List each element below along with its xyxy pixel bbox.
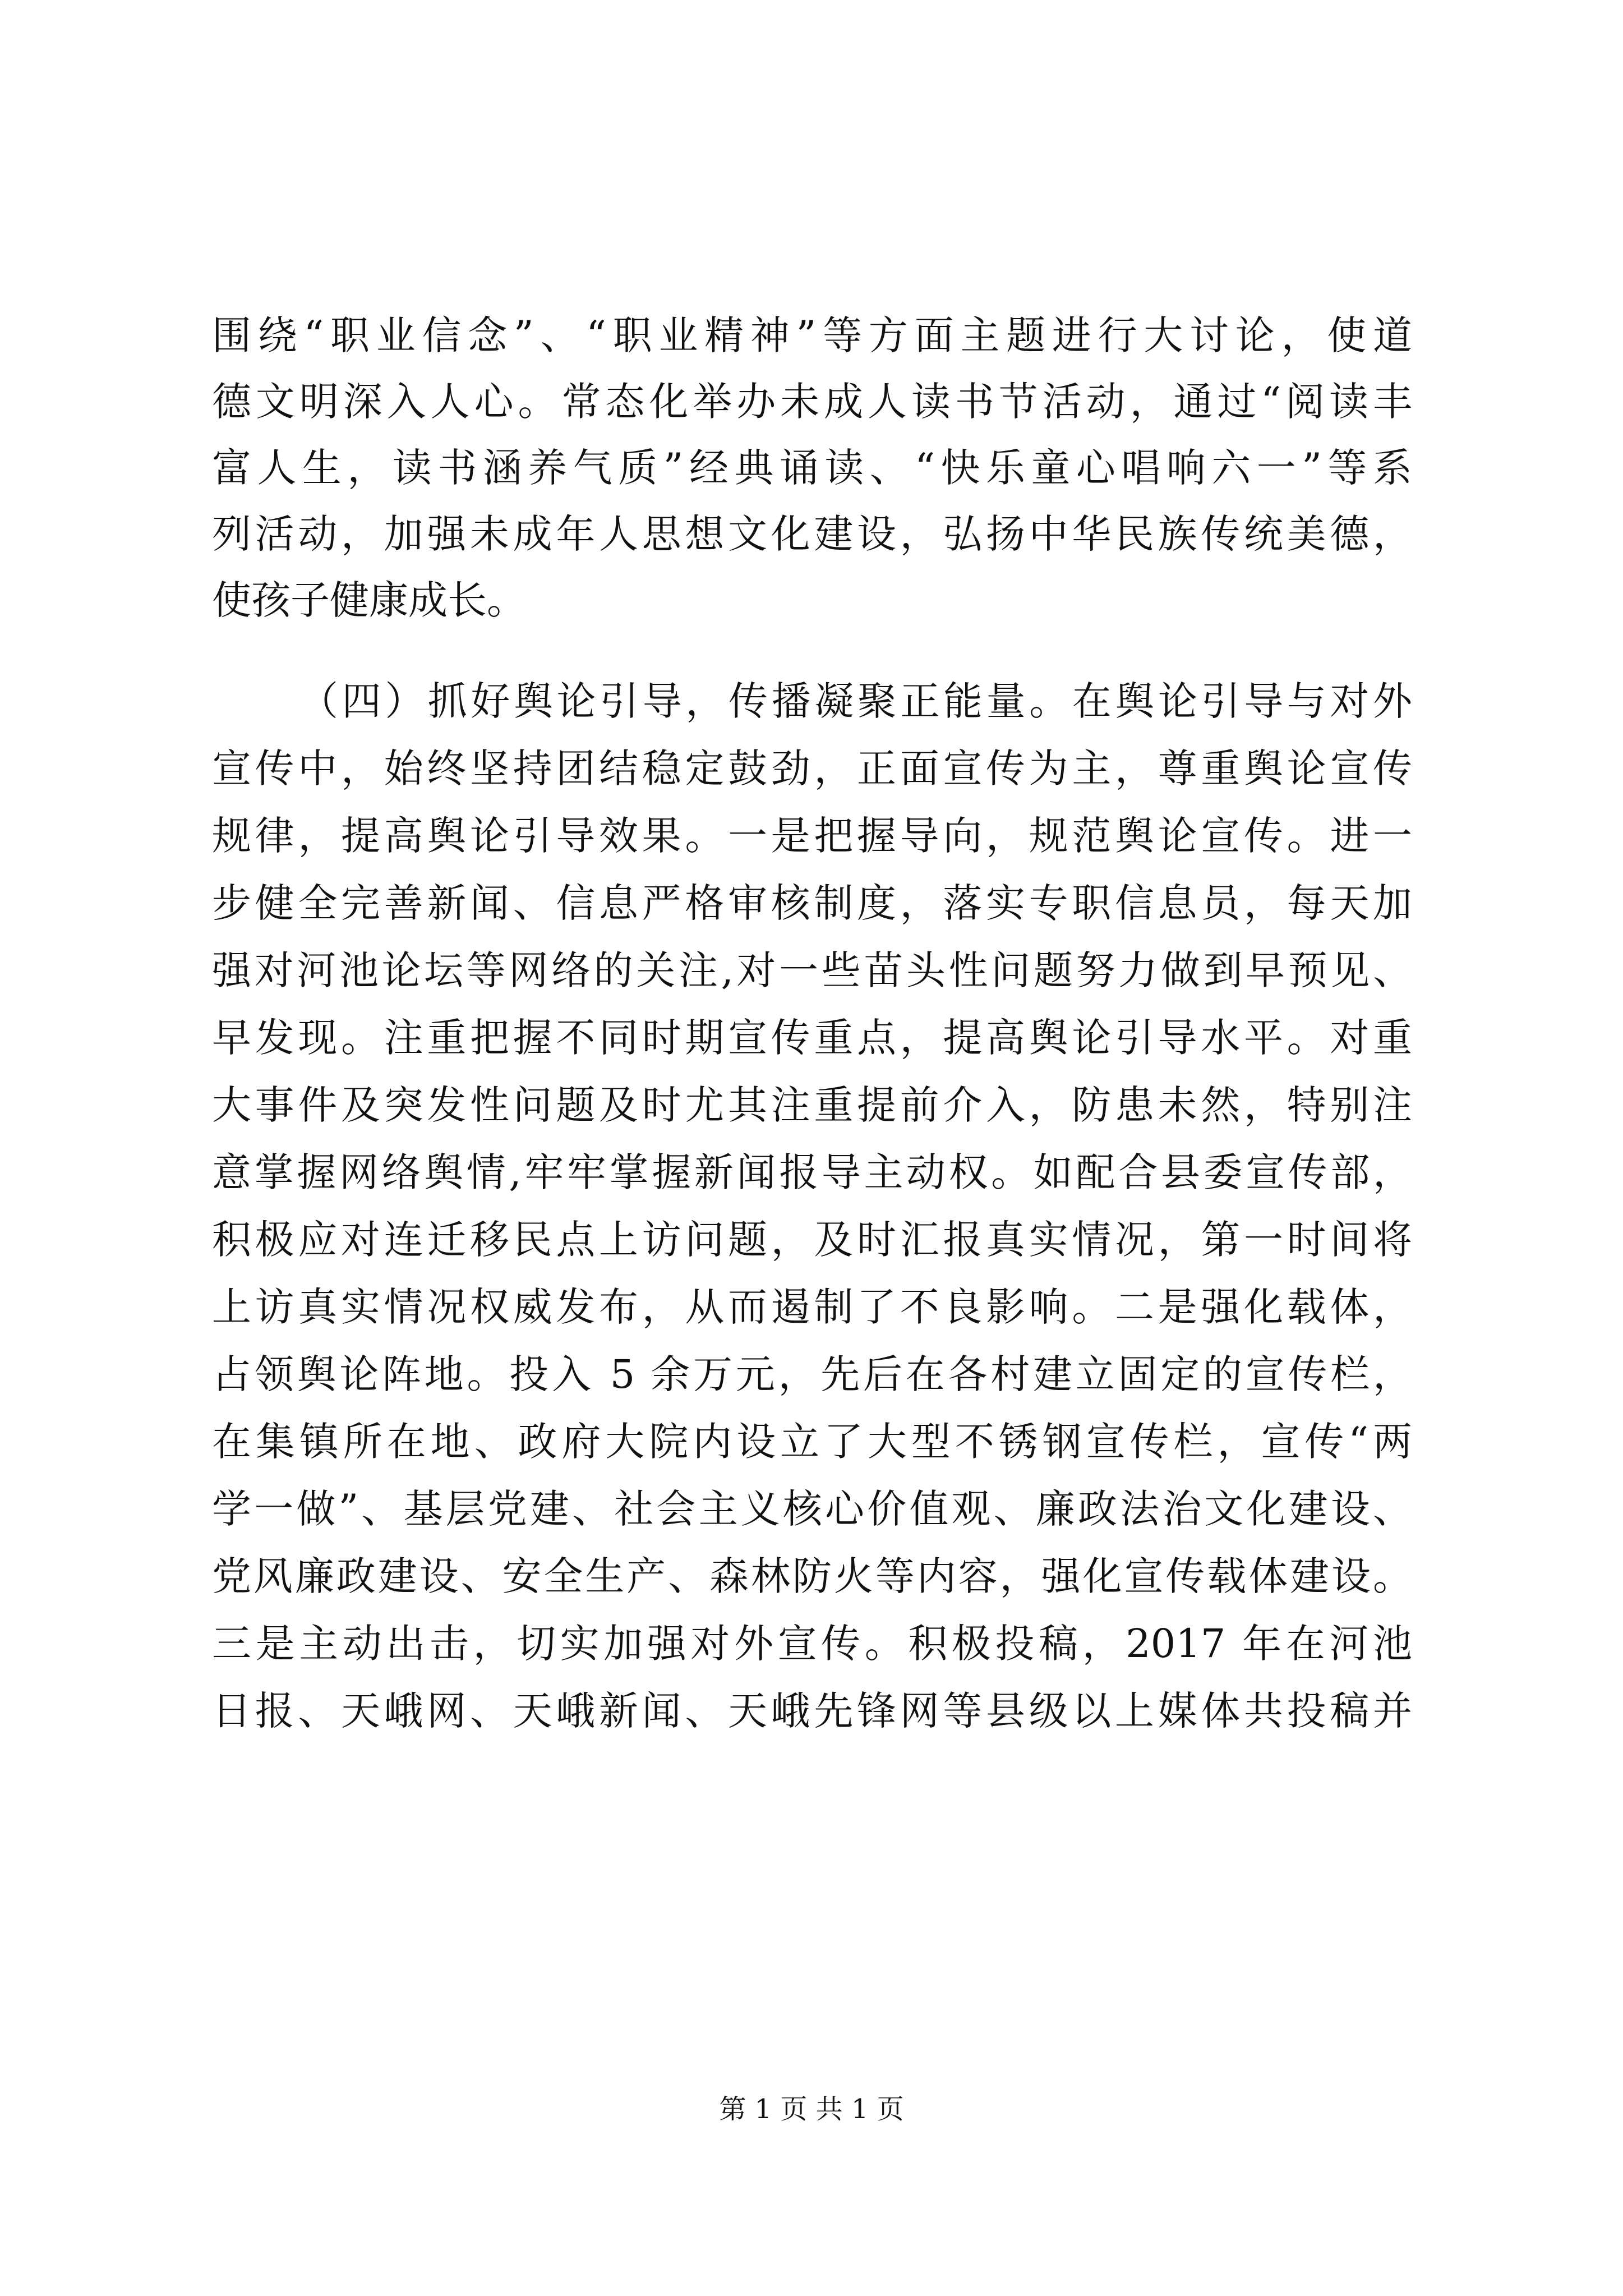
paragraph-first-line: （四）抓好舆论引导，传播凝聚正能量。在舆论引导与对外 xyxy=(299,678,1412,724)
text-line: 在集镇所在地、政府大院内设立了大型不锈钢宣传栏，宣传“两 xyxy=(212,1419,1412,1465)
page-footer: 第 1 页 共 1 页 xyxy=(719,2093,904,2125)
text-line: 宣传中，始终坚持团结稳定鼓劲，正面宣传为主，尊重舆论宣传 xyxy=(212,746,1412,792)
text-line: 意掌握网络舆情,牢牢掌握新闻报导主动权。如配合县委宣传部， xyxy=(212,1149,1412,1195)
text-line: 列活动，加强未成年人思想文化建设，弘扬中华民族传统美德， xyxy=(212,511,1412,557)
text-line: 党风廉政建设、安全生产、森林防火等内容，强化宣传载体建设。 xyxy=(212,1553,1412,1599)
text-line: 围绕“职业信念”、“职业精神”等方面主题进行大讨论，使道 xyxy=(212,312,1412,358)
text-line: 步健全完善新闻、信息严格审核制度，落实专职信息员，每天加 xyxy=(212,880,1412,926)
text-line: 大事件及突发性问题及时尤其注重提前介入，防患未然，特别注 xyxy=(212,1082,1412,1128)
text-line: 日报、天峨网、天峨新闻、天峨先锋网等县级以上媒体共投稿并 xyxy=(212,1688,1412,1734)
text-line: 德文明深入人心。常态化举办未成人读书节活动，通过“阅读丰 xyxy=(212,379,1412,425)
text-line: 强对河池论坛等网络的关注,对一些苗头性问题努力做到早预见、 xyxy=(212,947,1412,993)
text-line: 积极应对连迁移民点上访问题，及时汇报真实情况，第一时间将 xyxy=(212,1217,1412,1263)
text-line: 学一做”、基层党建、社会主义核心价值观、廉政法治文化建设、 xyxy=(212,1486,1412,1532)
text-line: 规律，提高舆论引导效果。一是把握导向，规范舆论宣传。进一 xyxy=(212,813,1412,859)
text-line: 富人生，读书涵养气质”经典诵读、“快乐童心唱响六一”等系 xyxy=(212,445,1412,491)
text-line: 使孩子健康成长。 xyxy=(212,577,526,623)
text-line: 早发现。注重把握不同时期宣传重点，提高舆论引导水平。对重 xyxy=(212,1015,1412,1061)
text-line: 三是主动出击，切实加强对外宣传。积极投稿，2017 年在河池 xyxy=(212,1621,1412,1667)
text-line: 上访真实情况权威发布，从而遏制了不良影响。二是强化载体， xyxy=(212,1284,1412,1330)
text-line: 占领舆论阵地。投入 5 余万元，先后在各村建立固定的宣传栏， xyxy=(212,1351,1412,1397)
